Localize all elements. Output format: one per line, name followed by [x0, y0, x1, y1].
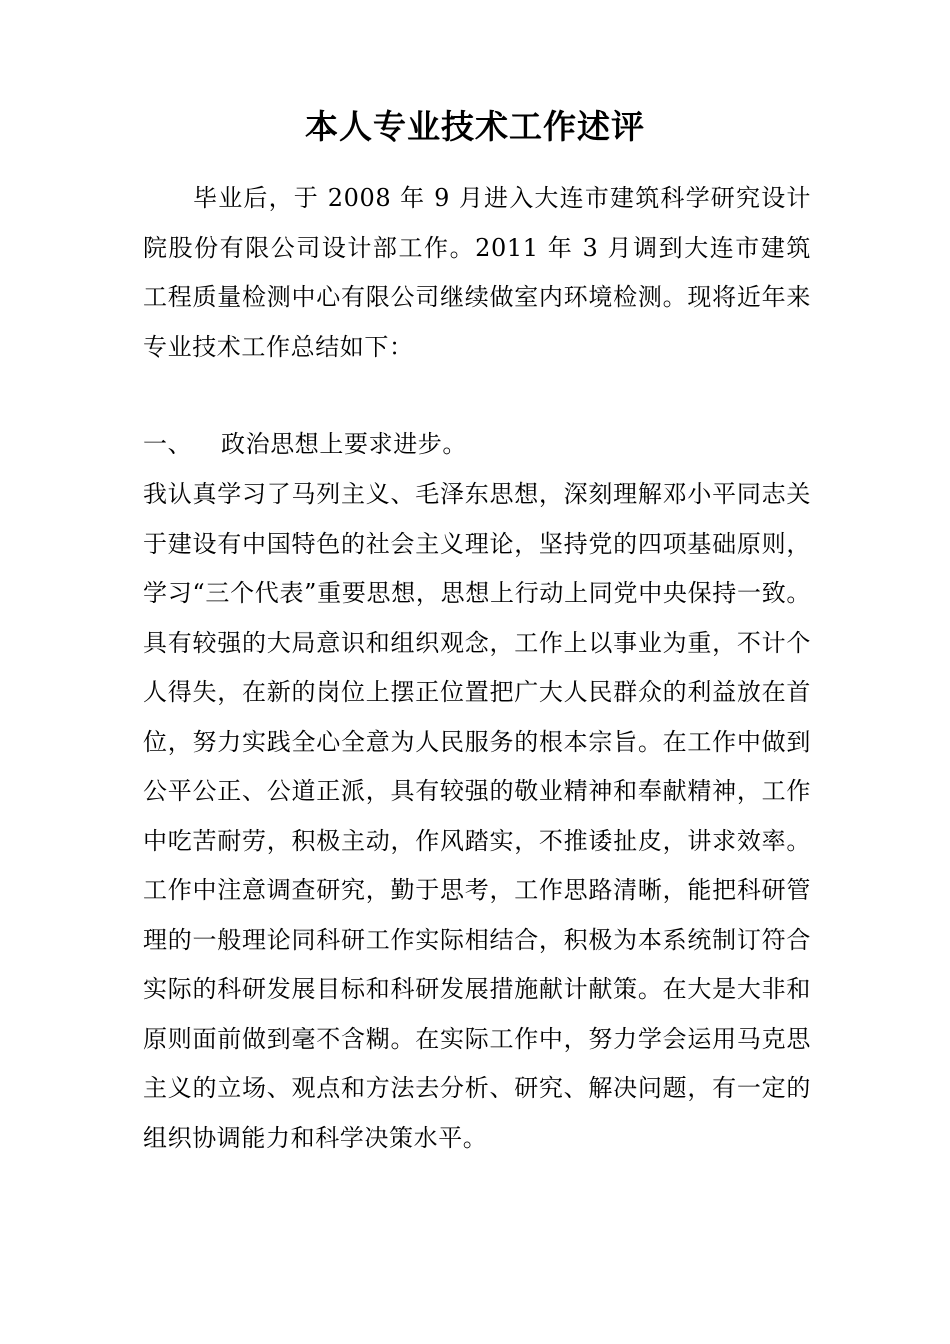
section-heading	[143, 420, 467, 470]
intro-paragraph: 毕业后，于 2008 年 9 月进入大连市建筑科学研究设计院股份有限公司设计部工作。2011 年 3 月调到大连市建筑工程质量检测中心有限公司继续做室内环境检测。现将近年来专业技术工作总结如下：	[143, 184, 811, 361]
document-title: 本人专业技术工作述评	[305, 107, 645, 146]
section-body-paragraph: 我认真学习了马列主义、毛泽东思想，深刻理解邓小平同志关于建设有中国特色的社会主义理论，坚持党的四项基础原则，学习“三个代表”重要思想，思想上行动上同党中央保持一致。具有较强的大局意识和组织观念，工作上以事业为重，不计个人得失，在新的岗位上摆正位置把广大人民群众的利益放在首位，努力实践全心全意为人民服务的根本宗旨。在工作中做到公平公正、公道正派，具有较强的敬业精神和奉献精神，工作中吃苦耐劳，积极主动，作风踏实，不推诿扯皮，讲求效率。工作中注意调查研究，勤于思考，工作思路清晰，能把科研管理的一般理论同科研工作实际相结合，积极为本系统制订符合实际的科研发展目标和科研发展措施献计献策。在大是大非和原则面前做到毫不含糊。在实际工作中，努力学会运用马克思主义的立场、观点和方法去分析、研究、解决问题，有一定的组织协调能力和科学决策水平。	[143, 480, 811, 1152]
section-heading-text: 政治思想上要求进步。	[221, 430, 467, 458]
section-number: 一、	[143, 430, 193, 458]
